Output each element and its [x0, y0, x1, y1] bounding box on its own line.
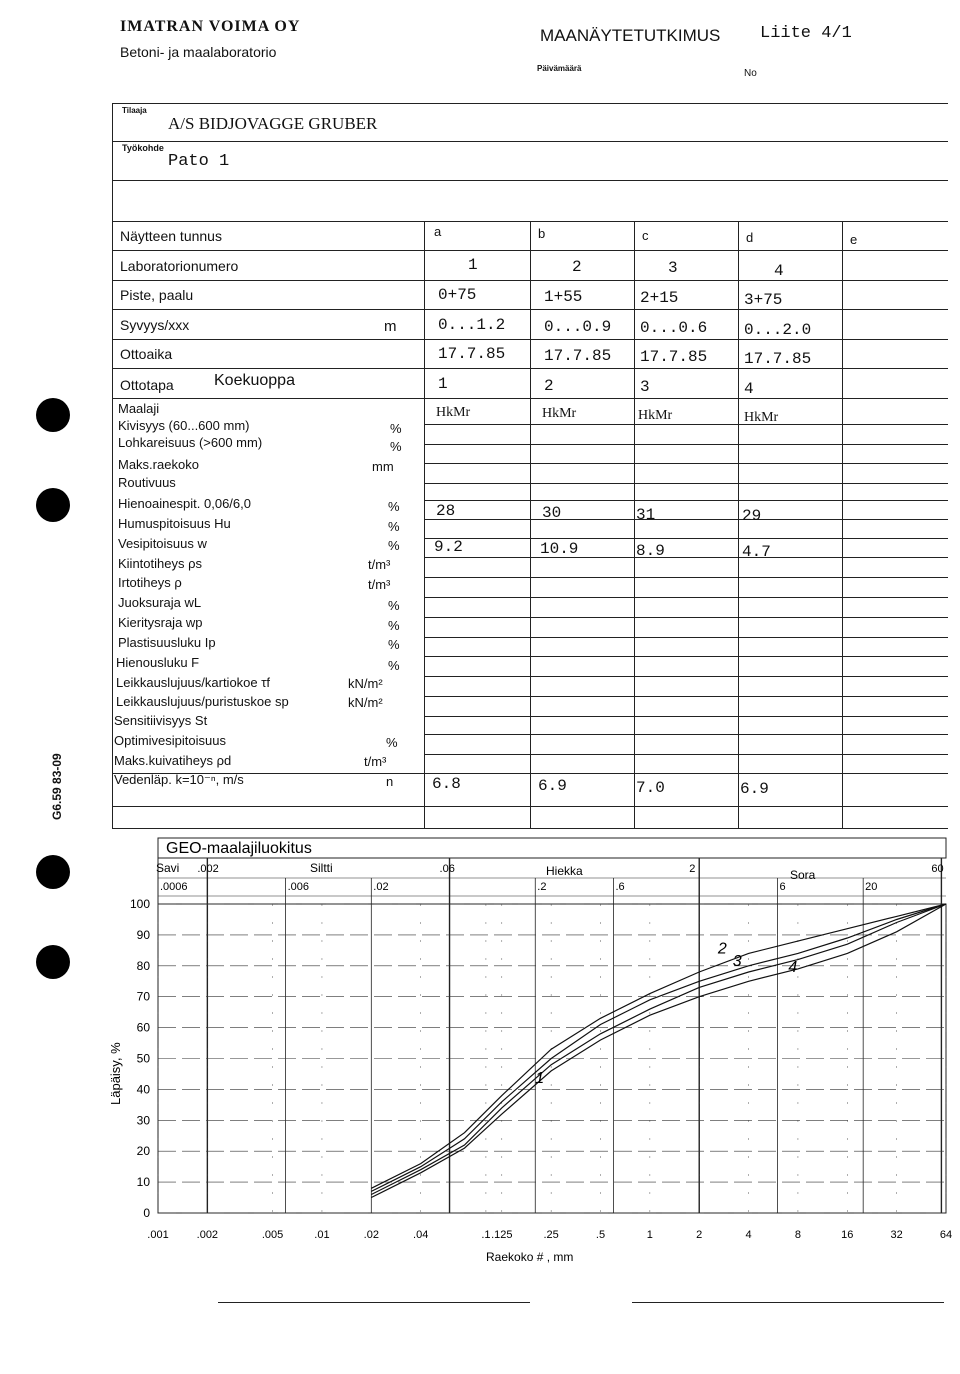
station-d: 3+75: [744, 291, 783, 309]
prop-humus: Humuspitoisuus Hu: [118, 516, 231, 531]
form-left-border: [112, 103, 113, 828]
column-divider: [424, 221, 425, 828]
depth-d: 0...2.0: [744, 321, 812, 339]
x-tick-label: .125: [491, 1229, 513, 1241]
sampling-method-c: 3: [640, 378, 650, 396]
lab-number-d: 4: [774, 262, 784, 280]
fines-b: 30: [542, 504, 562, 522]
x-tick-label: .04: [413, 1229, 429, 1241]
water-c: 8.9: [636, 542, 665, 560]
row-label-sampling-date: Ottoaika: [120, 346, 173, 362]
y-tick-label: 70: [136, 989, 150, 1004]
station-c: 2+15: [640, 289, 679, 307]
sub-bound-label: .2: [537, 881, 547, 893]
punch-hole: [36, 945, 70, 979]
unit-max-dry-density: t/m³: [364, 754, 387, 769]
site-label: Työkohde: [122, 143, 164, 153]
x-tick-label: .5: [595, 1229, 606, 1241]
y-tick-label: 100: [129, 897, 150, 911]
sampling-date-d: 17.7.85: [744, 350, 812, 368]
lab-number-b: 2: [572, 258, 582, 276]
client-value: A/S BIDJOVAGGE GRUBER: [168, 114, 378, 133]
x-tick-label: .005: [261, 1229, 284, 1241]
class-hiekka: Hiekka: [546, 864, 583, 878]
x-tick-label: 16: [841, 1229, 854, 1241]
punch-hole: [36, 398, 70, 432]
depth-c: 0...0.6: [640, 319, 708, 337]
prop-permeability: Vedenläp. k=10⁻ⁿ, m/s: [114, 772, 244, 787]
column-letter-c: c: [642, 228, 649, 243]
y-tick-label: 20: [136, 1144, 150, 1159]
unit-liquid-limit: %: [388, 598, 400, 613]
lab-number-c: 3: [668, 259, 678, 277]
class-sora: Sora: [790, 868, 816, 882]
prop-fineness: Hienousluku F: [116, 655, 200, 670]
rule: [112, 141, 948, 142]
prop-stoniness: Kivisyys (60...600 mm): [118, 418, 250, 433]
prop-bulk-density: Irtotiheys ρ: [118, 575, 182, 590]
y-tick-label: 90: [136, 927, 150, 942]
rule: [112, 103, 948, 104]
sub-bound-label: 20: [865, 881, 878, 893]
fines-a: 28: [436, 502, 456, 520]
rule: [112, 180, 948, 181]
sampling-date-a: 17.7.85: [438, 345, 506, 363]
prop-soil-type: Maalaji: [118, 401, 160, 416]
grading-curve-3: [371, 904, 946, 1188]
unit-shear-cone: kN/m²: [348, 676, 383, 691]
signature-line: [632, 1302, 944, 1303]
unit-stoniness: %: [390, 421, 402, 436]
date-label: Päivämäärä: [537, 64, 582, 73]
punch-hole: [36, 488, 70, 522]
x-tick-label: .001: [147, 1229, 169, 1241]
prop-plastic-limit: Kieritysraja wp: [118, 615, 203, 630]
punch-hole: [36, 855, 70, 889]
row-label-lab-number: Laboratorionumero: [120, 258, 239, 274]
permeability-b: 6.9: [538, 777, 567, 795]
prop-frost: Routivuus: [118, 475, 176, 490]
depth-b: 0...0.9: [544, 318, 612, 336]
attachment-label: Liite 4/1: [760, 24, 852, 43]
prop-boulders: Lohkareisuus (>600 mm): [118, 435, 263, 450]
unit-plasticity-index: %: [388, 637, 400, 652]
site-value: Pato 1: [168, 152, 230, 171]
water-a: 9.2: [434, 538, 463, 556]
prop-plasticity-index: Plastisuusluku Ip: [118, 635, 216, 650]
report-title: MAANÄYTETUTKIMUS: [540, 26, 721, 45]
client-label: Tilaaja: [122, 106, 147, 115]
depth-a: 0...1.2: [438, 316, 506, 334]
row-label-sample-id: Näytteen tunnus: [120, 228, 222, 244]
lab-name: Betoni- ja maalaboratorio: [120, 44, 277, 60]
plot-frame: [158, 904, 946, 1213]
signature-line: [218, 1302, 530, 1303]
x-tick-label: 2: [696, 1229, 703, 1241]
class-bound-label: 2: [689, 863, 696, 875]
unit-water: %: [388, 538, 400, 553]
water-b: 10.9: [540, 540, 579, 558]
permeability-c: 7.0: [636, 779, 665, 797]
column-divider: [738, 221, 739, 828]
row-label-station: Piste, paalu: [120, 287, 194, 303]
y-tick-label: 0: [143, 1206, 150, 1220]
class-bound-label: .06: [439, 863, 455, 875]
unit-plastic-limit: %: [388, 618, 400, 633]
soil-type-b: HkMr: [542, 406, 577, 421]
unit-max-grain: mm: [372, 459, 394, 474]
station-a: 0+75: [438, 286, 477, 304]
grading-title-box: [158, 838, 946, 858]
unit-humus: %: [388, 519, 400, 534]
prop-liquid-limit: Juoksuraja wL: [118, 595, 202, 610]
sampling-date-c: 17.7.85: [640, 348, 708, 366]
unit-shear-compression: kN/m²: [348, 695, 383, 710]
class-siltti: Siltti: [310, 861, 333, 875]
y-tick-label: 10: [136, 1175, 150, 1190]
prop-water: Vesipitoisuus w: [118, 536, 207, 551]
fines-d: 29: [742, 507, 762, 525]
row-label-sampling-method: Ottotapa: [120, 377, 174, 393]
unit-optimum-water: %: [386, 735, 398, 750]
x-tick-label: 32: [890, 1229, 903, 1241]
x-tick-label: .1: [481, 1229, 491, 1241]
grading-title: GEO-maalajiluokitus: [166, 840, 312, 857]
lab-number-a: 1: [468, 256, 478, 274]
unit-permeability: n: [386, 774, 394, 789]
x-tick-label: .25: [543, 1229, 559, 1241]
class-savi: Savi: [156, 861, 180, 875]
y-axis-label: Läpäisy, %: [108, 1042, 123, 1105]
sampling-method-d: 4: [744, 380, 754, 398]
column-letter-a: a: [434, 224, 442, 239]
prop-solid-density: Kiintotiheys ρs: [118, 556, 202, 571]
grading-curve-1: [371, 904, 946, 1195]
column-letter-e: e: [850, 232, 858, 247]
sampling-method-note: Koekuoppa: [214, 372, 295, 389]
sub-bound-label: .02: [373, 881, 389, 893]
y-tick-label: 40: [136, 1082, 150, 1097]
curve-label-1: 1: [535, 1070, 545, 1088]
x-tick-label: 64: [939, 1229, 953, 1241]
sampling-date-b: 17.7.85: [544, 347, 612, 365]
soil-type-c: HkMr: [638, 408, 673, 423]
curve-label-3: 3: [732, 952, 742, 970]
station-b: 1+55: [544, 288, 583, 306]
unit-fines: %: [388, 499, 400, 514]
class-bound-label: 60: [931, 863, 944, 875]
row-label-depth: Syvyys/xxx: [120, 317, 190, 333]
grading-curve-2: [371, 904, 946, 1191]
soil-type-a: HkMr: [436, 405, 471, 420]
x-tick-label: .01: [314, 1229, 330, 1241]
column-letter-b: b: [538, 226, 546, 241]
unit-fineness: %: [388, 658, 400, 673]
prop-sensitivity: Sensitiivisyys St: [114, 713, 208, 728]
prop-shear-cone: Leikkauslujuus/kartiokoe τf: [116, 675, 270, 690]
unit-bulk-density: t/m³: [368, 577, 391, 592]
y-tick-label: 30: [136, 1113, 150, 1128]
sub-bound-label: .006: [287, 881, 310, 893]
class-bound-label: .002: [197, 863, 219, 875]
x-tick-label: 4: [745, 1229, 752, 1241]
fines-c: 31: [636, 506, 656, 524]
x-tick-label: 8: [794, 1229, 801, 1241]
sub-bound-label: .6: [615, 881, 625, 893]
unit-boulders: %: [390, 439, 402, 454]
soil-type-d: HkMr: [744, 410, 779, 425]
sub-bound-label: 6: [779, 881, 786, 893]
grading-curve-4: [371, 904, 946, 1198]
unit-solid-density: t/m³: [368, 557, 391, 572]
y-tick-label: 80: [136, 958, 150, 973]
row-unit-depth: m: [384, 318, 397, 335]
prop-shear-compression: Leikkauslujuus/puristuskoe sp: [116, 694, 289, 709]
permeability-a: 6.8: [432, 775, 461, 793]
company-name: IMATRAN VOIMA OY: [120, 18, 301, 35]
column-letter-d: d: [746, 230, 754, 245]
y-tick-label: 60: [136, 1020, 150, 1035]
form-code: G6.59 83-09: [50, 753, 64, 820]
permeability-d: 6.9: [740, 780, 769, 798]
x-tick-label: .02: [363, 1229, 379, 1241]
prop-max-dry-density: Maks.kuivatiheys ρd: [114, 753, 232, 768]
column-divider: [530, 221, 531, 828]
x-tick-label: 1: [646, 1229, 653, 1241]
curve-label-2: 2: [717, 940, 727, 958]
column-divider: [842, 221, 843, 828]
prop-max-grain: Maks.raekoko: [118, 457, 199, 472]
prop-fines: Hienoainespit. 0,06/6,0: [118, 496, 251, 511]
no-label: No: [744, 68, 757, 79]
sampling-method-b: 2: [544, 377, 554, 395]
x-tick-label: .002: [196, 1229, 219, 1241]
y-tick-label: 50: [136, 1051, 150, 1066]
sampling-method-a: 1: [438, 375, 448, 393]
column-divider: [634, 221, 635, 828]
prop-optimum-water: Optimivesipitoisuus: [114, 733, 226, 748]
water-d: 4.7: [742, 543, 771, 561]
sub-bound-label: .0006: [160, 881, 188, 893]
curve-label-4: 4: [788, 958, 798, 976]
x-axis-label: Raekoko # , mm: [486, 1250, 574, 1264]
